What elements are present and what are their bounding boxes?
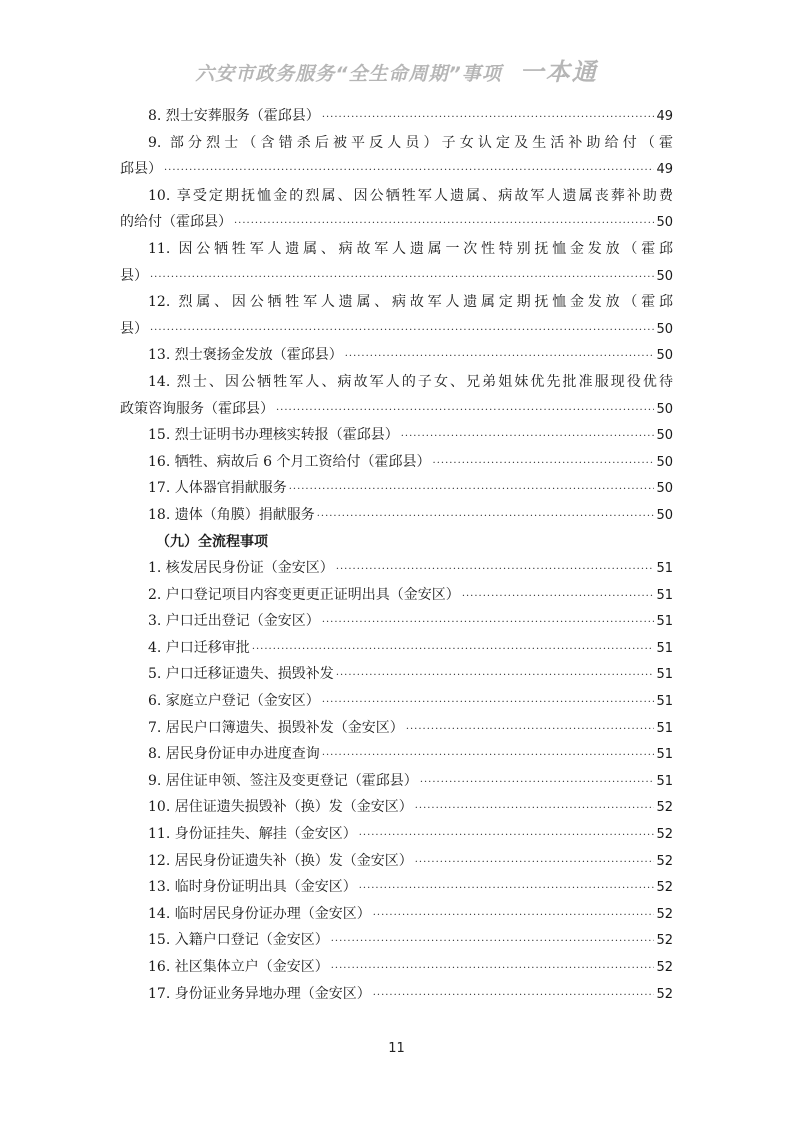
dot-leader [164,158,654,185]
toc-entry-text: 15. 入籍户口登记（金安区） [148,932,329,949]
toc-entry-page: 50 [656,215,673,231]
toc-entry-text: 15. 烈士证明书办理核实转报（霍邱县） [148,427,399,444]
toc-entry-page: 50 [656,268,673,284]
dot-leader [150,265,654,292]
toc-entry[interactable] [120,449,673,476]
toc-entry-text: 7. 居民户口簿遗失、损毁补发（金安区） [148,719,404,736]
dot-leader [406,717,655,744]
toc-entry-page: 50 [656,481,673,497]
toc-entry[interactable] [120,635,673,662]
toc-entry[interactable] [120,422,673,449]
toc-entry-page: 49 [656,162,673,178]
toc-entry-text: 13. 烈士褒扬金发放（霍邱县） [148,347,343,364]
toc-entry[interactable] [120,901,673,928]
toc-entry-page: 52 [656,880,673,896]
toc-entry[interactable] [120,502,673,529]
toc-entry-continuation[interactable] [120,209,673,236]
toc-entry[interactable] [120,342,673,369]
toc-entry-text: 2. 户口登记项目内容变更更正证明出具（金安区） [148,586,460,603]
toc-entry-page: 51 [656,640,673,656]
dot-leader [276,398,654,425]
dot-leader [415,796,655,823]
toc-entry[interactable] [120,661,673,688]
toc-entry-text: 16. 牺牲、病故后 6 个月工资给付（霍邱县） [148,453,431,470]
dot-leader [150,318,654,345]
toc-entry-page: 49 [656,109,673,124]
toc-entry-page: 50 [656,348,673,364]
toc-entry-text: 6. 家庭立户登记（金安区） [148,693,320,710]
toc-entry[interactable] [120,927,673,954]
toc-entry-text: 10. 享受定期抚恤金的烈属、因公牺牲军人遗属、病故军人遗属丧葬补助费 [148,187,673,204]
toc-entry[interactable] [120,715,673,742]
toc-entry-page: 51 [656,667,673,683]
header-brand: 一本通 [519,58,598,86]
toc-entry-text: 5. 户口迁移证遗失、损毁补发 [148,666,334,683]
toc-entry-text: 17. 人体器官捐献服务 [148,480,287,497]
dot-leader [322,690,655,717]
toc-entry[interactable] [120,954,673,981]
toc-entry-page: 51 [656,694,673,710]
toc-entry-text: 3. 户口迁出登记（金安区） [148,613,320,630]
toc-entry[interactable] [120,608,673,635]
toc-entry[interactable] [120,741,673,768]
toc-entry[interactable] [120,874,673,901]
dot-leader [317,504,655,531]
toc-entry-page: 51 [656,773,673,789]
dot-leader [345,344,655,371]
toc-entry-text: 13. 临时身份证明出具（金安区） [148,879,357,896]
toc-entry[interactable] [120,981,673,1008]
toc-entry-text: 8. 烈士安葬服务（霍邱县） [148,108,320,124]
section-heading: （九）全流程事项 [156,533,268,550]
toc-entry-continuation[interactable] [120,263,673,290]
toc-entry-page: 52 [656,827,673,843]
toc-entry-text: 14. 烈士、因公牺牲军人、病故军人的子女、兄弟姐妹优先批准服现役优待 [148,373,673,390]
toc-entry[interactable] [120,582,673,609]
header-title: 六安市政务服务“全生命周期”事项 [195,63,502,85]
toc-entry-first-line[interactable] [120,183,673,210]
dot-leader [322,610,655,637]
dot-leader [322,743,655,770]
toc-entry-first-line[interactable] [120,236,673,263]
dot-leader [336,663,655,690]
dot-leader [252,637,655,664]
dot-leader [401,424,655,451]
toc-entry-text: 12. 居民身份证遗失补（换）发（金安区） [148,852,413,869]
toc-entry-continuation[interactable] [120,156,673,183]
dot-leader [420,770,655,797]
dot-leader [415,850,655,877]
toc-entry-text: 17. 身份证业务异地办理（金安区） [148,985,371,1002]
toc-entry-first-line[interactable] [120,130,673,157]
toc-entry-text: 政策咨询服务（霍邱县） [120,400,274,417]
toc-entry[interactable] [120,768,673,795]
toc-entry-page: 52 [656,853,673,869]
toc-entry-page: 51 [656,747,673,763]
toc-entry-text: 邱县） [120,161,162,178]
toc-entry-text: 县） [120,320,148,337]
toc-entry-text: 8. 居民身份证申办进度查询 [148,746,320,763]
toc-entry-page: 51 [656,614,673,630]
dot-leader [373,983,655,1010]
toc-entry-first-line[interactable] [120,289,673,316]
toc-entry-page: 51 [656,561,673,577]
toc-entry-text: 4. 户口迁移审批 [148,639,250,656]
toc-entry-text: 1. 核发居民身份证（金安区） [148,560,334,577]
toc-entry-page: 50 [656,321,673,337]
toc-entry-page: 50 [656,401,673,417]
toc-entry-text: 11. 因公牺牲军人遗属、病故军人遗属一次性特别抚恤金发放（霍邱 [148,240,673,257]
toc-entry-continuation[interactable] [120,316,673,343]
toc-entry-page: 51 [656,587,673,603]
toc-entry-page: 50 [656,507,673,523]
toc-entry-text: 14. 临时居民身份证办理（金安区） [148,905,371,922]
toc-entry[interactable] [120,688,673,715]
toc-entry-text: 18. 遗体（角膜）捐献服务 [148,506,315,523]
toc-entry[interactable] [120,475,673,502]
toc-entry-text: 9. 居住证申领、签注及变更登记（霍邱县） [148,772,418,789]
page-header [0,52,793,87]
dot-leader [234,211,654,238]
toc-entry-text: 的给付（霍邱县） [120,214,232,231]
dot-leader [462,584,655,611]
toc-entry[interactable] [120,794,673,821]
table-of-contents [120,103,673,1007]
toc-entry[interactable] [120,555,673,582]
toc-entry-page: 52 [656,933,673,949]
dot-leader [359,876,655,903]
toc-entry-page: 52 [656,986,673,1002]
toc-entry-page: 50 [656,428,673,444]
toc-entry-page: 52 [656,960,673,975]
dot-leader [433,451,655,478]
toc-entry-page: 52 [656,800,673,816]
toc-entry-page: 51 [656,720,673,736]
dot-leader [331,929,655,956]
toc-entry-text: 12. 烈属、因公牺牲军人遗属、病故军人遗属定期抚恤金发放（霍邱 [148,294,673,311]
toc-entry[interactable] [120,103,673,130]
dot-leader [331,956,655,983]
toc-entry-text: 16. 社区集体立户（金安区） [148,959,329,975]
toc-entry[interactable] [120,821,673,848]
dot-leader [289,477,655,504]
dot-leader [359,823,655,850]
toc-entry-first-line[interactable] [120,369,673,396]
toc-entry-page: 50 [656,454,673,470]
toc-entry-text: 9. 部分烈士（含错杀后被平反人员）子女认定及生活补助给付（霍 [148,134,673,151]
toc-entry[interactable] [120,848,673,875]
toc-entry-text: 县） [120,267,148,284]
dot-leader [336,557,655,584]
toc-entry-page: 52 [656,906,673,922]
toc-entry-text: 11. 身份证挂失、解挂（金安区） [148,826,357,843]
dot-leader [373,903,655,930]
dot-leader [322,105,655,132]
toc-entry-continuation[interactable] [120,396,673,423]
toc-entry-text: 10. 居住证遗失损毁补（换）发（金安区） [148,799,413,816]
page-number: 11 [388,1041,405,1056]
